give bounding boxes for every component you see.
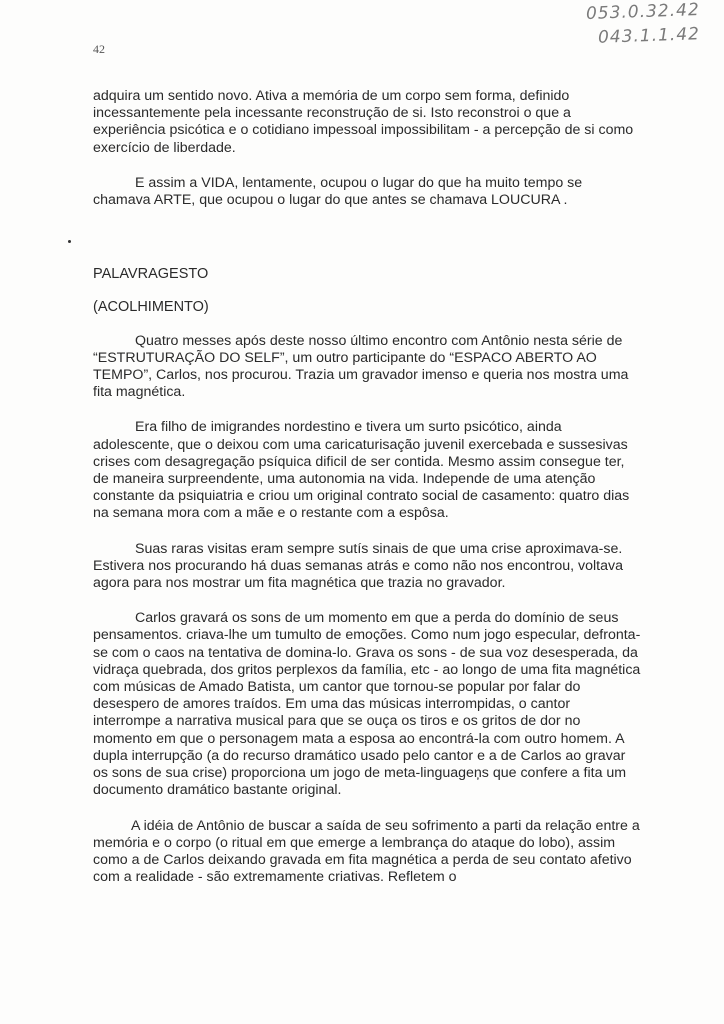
margin-dot bbox=[68, 240, 71, 243]
paragraph-1: adquira um sentido novo. Ativa a memória de um corpo sem forma, definido incessantemente pela incessante reconstrução de si. Isto reconstroi o que a experiência psicótica e o cotidiano impessoal impossibilitam - a percepção de si como exercício de liberdade. bbox=[93, 88, 634, 156]
paragraph-5: Suas raras visitas eram sempre sutís sinais de que uma crise aproximava-se. Estivera nos procurando há duas semanas atrás e como não nos encontrou, voltava agora para nos mostrar um fita magnética que trazia no gravador. bbox=[93, 540, 623, 592]
paragraph-2: E assim a VIDA, lentamente, ocupou o lugar do que ha muito tempo se chamava ARTE, que ocupou o lugar do que antes se chamava LOUCURA . bbox=[93, 174, 583, 209]
paragraph-4: Era filho de imigrandes nordestino e tivera um surto psicótico, ainda adolescente, que o deixou com uma caricaturisação juvenil exercebada e sussesivas crises com desagregação psíquica dificil de ser contida. Mesmo assim consegue ter, de maneira surpreendente, uma autonomia na vida. Independe de uma atenção constante da psiquiatria e criou um original contrato social de casamento: quatro dias na semana mora com a mãe e o restante com a espôsa. bbox=[93, 419, 630, 522]
handwritten-annotation-2: 043.1.1.42 bbox=[597, 24, 701, 48]
section-subheading: (ACOLHIMENTO) bbox=[93, 299, 209, 316]
paragraph-7: A idéia de Antônio de buscar a saída de seu sofrimento a parti da relação entre a memória e o corpo (o ritual em que emerge a lembrança do ataque do lobo), assim como a de Carlos deixando gravada em fita magnética a perda de seu contato afetivo com a realidade - são extremamente criativas. Refletem o bbox=[93, 817, 640, 886]
section-heading: PALAVRAGESTO bbox=[93, 266, 209, 283]
paragraph-6: Carlos gravará os sons de um momento em que a perda do domínio de seus pensamentos. criava-lhe um tumulto de emoções. Como num jogo especular, defronta-se com o caos na tentativa de domina-lo. Grava os sons - de sua voz desesperada, da vidraça quebrada, dos gritos perplexos da família, etc - ao longo de uma fita magnética com músicas de Amado Batista, um cantor que tornou-se popular por falar do desespero de amores traídos. Em uma das músicas interrompidas, o cantor interrompe a narrativa musical para que se ouça os tiros e os gritos de dor no momento em que o personagem mata a esposa ao encontrá-la com outro homem. A dupla interrupção (a do recurso dramático usado pelo cantor e a de Carlos ao gravar os sons de sua crise) proporciona um jogo de meta-linguageņs que confere a fita um documento dramático bastante original. bbox=[93, 610, 641, 799]
paragraph-3: Quatro messes após deste nosso último encontro com Antônio nesta série de “ESTRUTURAÇÃO DO SELF”, um outro participante do “ESPACO ABERTO AO TEMPO”, Carlos, nos procurou. Trazia um gravador imenso e queria nos mostra uma fita magnética. bbox=[93, 332, 629, 401]
handwritten-annotation-1: 053.0.32.42 bbox=[585, 0, 701, 24]
body-text bbox=[93, 88, 641, 886]
page-number: 42 bbox=[93, 42, 105, 56]
